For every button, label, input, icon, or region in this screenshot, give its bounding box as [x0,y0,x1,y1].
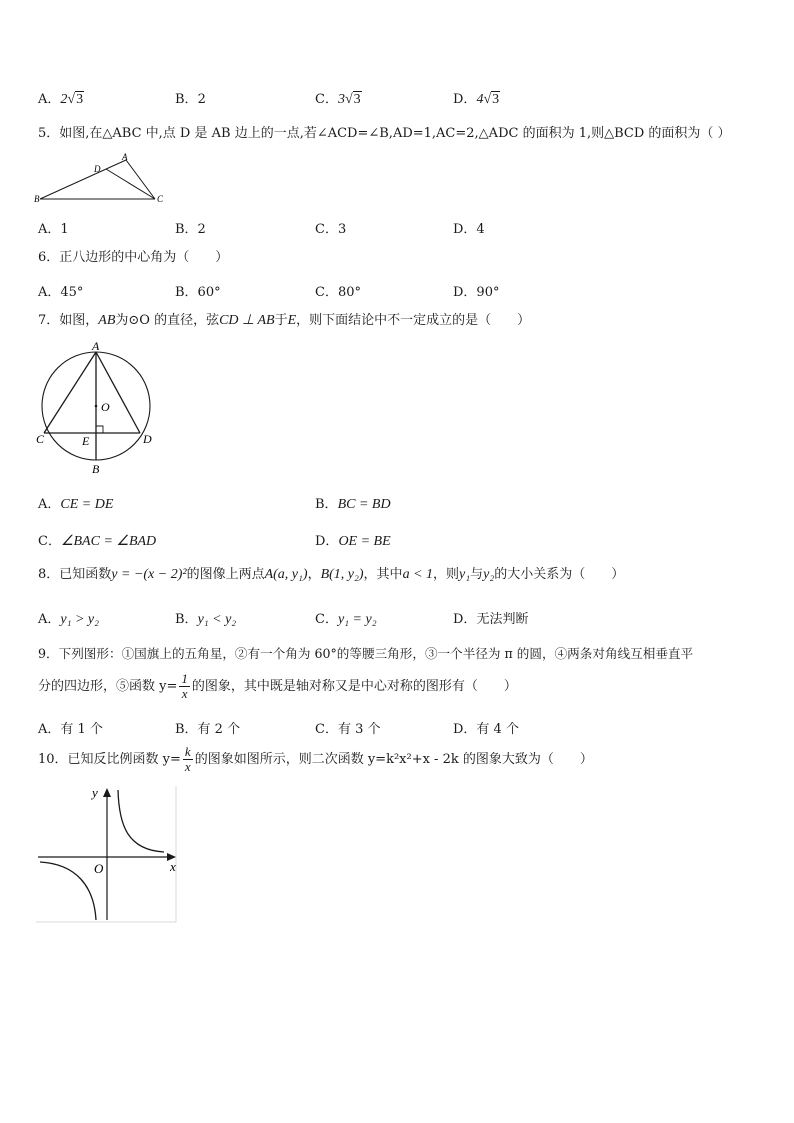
label-d: D [94,164,101,174]
label-b: B [34,194,40,204]
option-expr: y₁ > y₂ [60,612,99,627]
option-letter: D． [315,534,339,549]
numerator: 1 [181,671,188,686]
fraction-1-over-x [179,672,190,701]
option-letter: A． [38,92,61,107]
right-angle-mark [96,426,103,433]
coef: 3 [337,92,345,107]
q9-stem-line2 [38,672,517,701]
hyperbola-branch-q1 [118,790,164,852]
coef: 4 [476,92,484,107]
sqrt-expression: 3√3 [337,92,361,107]
stem-part: 的大小关系为（ ） [494,567,625,582]
math-condition: a < 1 [402,567,434,582]
q6-option-a: A．45° [38,285,84,300]
q5-option-d: D．4 [453,222,485,237]
option-expr: BC = BD [337,497,391,512]
option-letter: B． [175,92,198,107]
q7-stem [38,312,530,330]
q6-stem: 6．正八边形的中心角为（ ） [38,250,229,265]
math-function: y = −(x − 2)² [111,567,187,582]
option-expr: y₁ = y₂ [337,612,377,627]
option-expr: ∠BAC = ∠BAD [60,534,157,549]
q8-stem: 8．已知函数y = −(x − 2)²的图像上两点A(a, y₁)，B(1, y₂)，其中a < 1，则y₁与y₂的大小关系为（ ） [38,567,625,582]
label-a: A [122,152,128,162]
stem-part: 10．已知反比例函数 y= [38,752,181,767]
option-expr: y₁ < y₂ [197,612,237,627]
q7-option-a [38,493,113,513]
math-y1: y₁ [459,567,471,582]
math-cd-perp-ab: CD ⊥ AB [219,313,275,328]
sqrt-expression: 4√3 [476,92,500,107]
label-b: B [92,462,100,476]
q10-hyperbola-figure [36,786,178,926]
stem-part: ，其中 [363,567,403,582]
label-d: D [143,432,152,446]
segment-ac [126,160,155,199]
denominator: x [184,759,191,774]
q9-stem-line1: 9．下列图形：①国旗上的五角星，②有一个角为 60°的等腰三角形，③一个半径为 π 的圆，④两条对角线互相垂直平 [38,646,694,661]
q9-option-d: D．有 4 个 [453,722,519,737]
label-o: O [101,400,110,414]
label-y: y [92,786,98,800]
q8-option-c [315,608,377,628]
segment-ac [44,352,96,433]
q7-option-d [315,530,391,550]
stem-part: 8．已知函数 [38,567,112,582]
q4-option-a [38,88,84,108]
q8-option-b [175,608,236,628]
option-letter: C． [315,92,338,107]
math-e: E [287,313,297,328]
option-letter: A． [38,612,61,627]
hyperbola-branch-q3 [40,862,96,920]
option-value: 2 [197,92,206,107]
segment-ad [96,352,140,433]
q6-option-d: D．90° [453,285,500,300]
stem-part: 与 [470,567,484,582]
q7-option-b [315,493,391,513]
stem-part: 7．如图， [38,313,99,328]
option-expr: 无法判断 [476,612,529,627]
stem-part: 于 [274,313,288,328]
stem-part: 为⊙O 的直径，弦 [115,313,220,328]
sqrt-expression: 2√3 [60,92,84,107]
option-letter: C． [38,534,61,549]
q9-option-a: A．有 1 个 [38,722,103,737]
fraction-k-over-x [183,745,193,774]
radicand: 3 [492,92,500,107]
label-e: E [82,434,90,448]
stem-part: 的图像上两点 [186,567,265,582]
q4-option-d [453,88,500,108]
q5-option-c: C．3 [315,222,347,237]
option-expr: CE = DE [60,497,114,512]
label-origin: O [94,861,104,876]
option-letter: A． [38,497,61,512]
option-expr: OE = BE [338,534,391,549]
q9-option-b: B．有 2 个 [175,722,241,737]
option-letter: D． [453,92,477,107]
q5-stem: 5．如图,在△ABC 中,点 D 是 AB 边上的一点,若∠ACD=∠B,AD=1,AC=2,△ADC 的面积为 1,则△BCD 的面积为（ ） [38,126,731,141]
y-axis-arrow [103,788,111,797]
coef: 2 [60,92,68,107]
q10-stem [38,745,593,774]
label-c: C [157,194,164,204]
stem-part: 的图象，其中既是轴对称又是中心对称的图形有（ ） [191,679,517,694]
q4-option-b [175,88,206,107]
option-letter: C． [315,612,338,627]
q6-option-b: B．60° [175,285,221,300]
label-x: x [170,859,176,874]
math-y2: y₂ [483,567,495,582]
math-ab: AB [98,313,116,328]
q8-option-d [453,608,528,627]
stem-part: ，则下面结论中不一定成立的是（ ） [296,313,531,328]
math-point-b: B(1, y₂) [320,567,364,582]
segment-dc [106,169,155,199]
option-letter: D． [453,612,477,627]
q5-option-b: B．2 [175,222,206,237]
math-point-a: A(a, y₁) [264,567,308,582]
stem-part: 分的四边形，⑤函数 y= [38,679,178,694]
center-point [95,405,98,408]
label-a: A [92,340,100,353]
q9-option-c: C．有 3 个 [315,722,381,737]
label-c: C [36,432,45,446]
numerator: k [184,744,191,759]
radicand: 3 [353,92,361,107]
radicand: 3 [76,92,84,107]
q7-option-c [38,530,156,550]
option-letter: B． [315,497,338,512]
q8-option-a [38,608,99,628]
q5-triangle-figure [34,150,169,206]
q7-circle-figure [34,340,164,480]
segment-ba [40,160,126,199]
denominator: x [181,686,188,701]
stem-part: 的图象如图所示，则二次函数 y=k²x²+x - 2k 的图象大致为（ ） [194,752,593,767]
stem-part: ，则 [433,567,460,582]
q4-option-c [315,88,362,108]
q6-option-c: C．80° [315,285,361,300]
option-letter: B． [175,612,198,627]
q5-option-a: A．1 [38,222,69,237]
